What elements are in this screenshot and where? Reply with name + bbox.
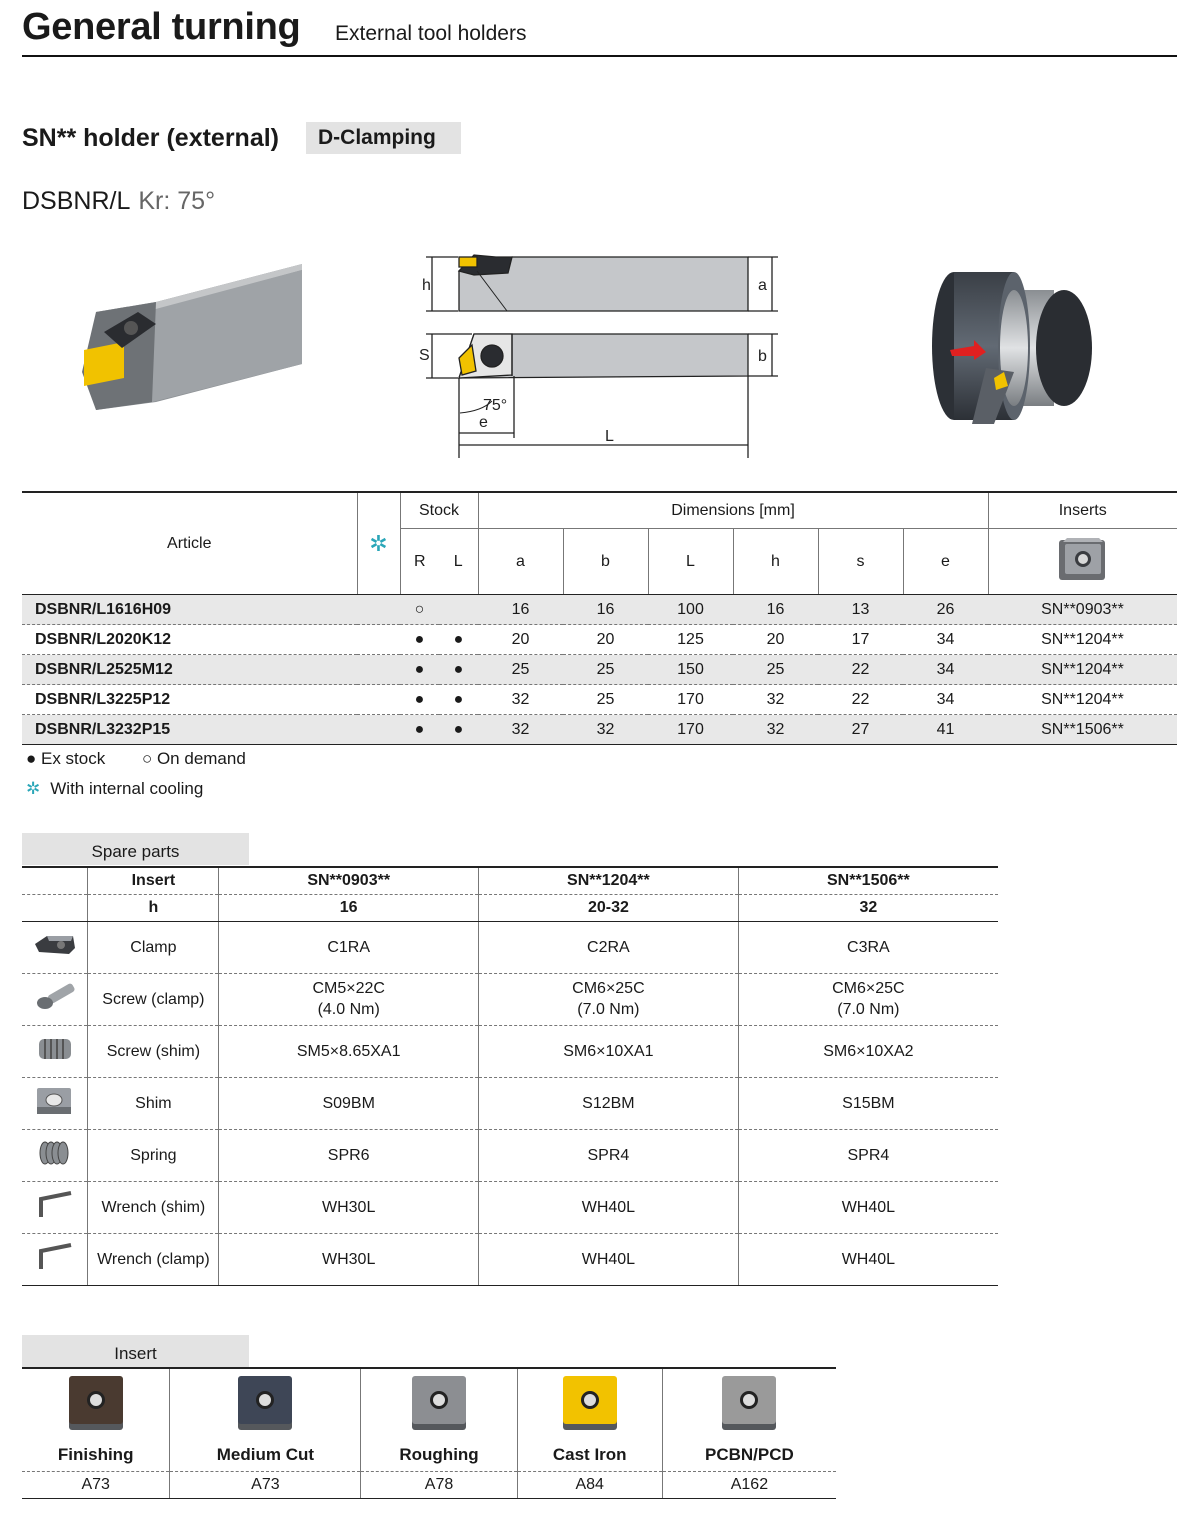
- torque-text: (4.0 Nm): [317, 1001, 380, 1018]
- insert-grade-icon: [718, 1372, 780, 1434]
- table-row: [22, 715, 1177, 745]
- col-L: L: [648, 529, 733, 595]
- spare-h-1: 16: [219, 895, 479, 922]
- spare-insert-3: SN**1506**: [738, 867, 998, 895]
- insert-image: [361, 1368, 517, 1439]
- dim-label-L: L: [605, 428, 614, 445]
- col-a: a: [478, 529, 563, 595]
- cooling-cell: [357, 655, 400, 685]
- table-row: [22, 595, 1177, 625]
- stock-L-cell: ●: [439, 655, 478, 685]
- header-stock: Stock: [400, 492, 478, 529]
- dim-b-cell: 25: [563, 655, 648, 685]
- dim-a-cell: 32: [478, 715, 563, 745]
- part-code-text: SPR4: [847, 1146, 890, 1164]
- part-code-3: [738, 1078, 998, 1130]
- dim-h-cell: 32: [733, 715, 818, 745]
- screw-icon: [22, 974, 88, 1026]
- insert-icon: [1057, 534, 1109, 584]
- workpiece-image: [924, 268, 1096, 424]
- table-row: [22, 625, 1177, 655]
- table-row: [22, 1130, 998, 1182]
- article-cell: DSBNR/L1616H09: [22, 595, 357, 625]
- part-code-1: [219, 1078, 479, 1130]
- legend-on-demand: ○ On demand: [141, 749, 246, 768]
- insert-grade-code: A73: [22, 1472, 170, 1499]
- dim-e-cell: 41: [903, 715, 988, 745]
- spare-h-label: h: [88, 895, 219, 922]
- table-row: [22, 1182, 998, 1234]
- stock-L-cell: ●: [439, 685, 478, 715]
- header-dimensions: Dimensions [mm]: [478, 492, 988, 529]
- part-code-text: WH40L: [841, 1198, 896, 1216]
- part-code-text: S09BM: [322, 1094, 375, 1112]
- spare-corner-2: [22, 895, 88, 922]
- col-h: h: [733, 529, 818, 595]
- stock-R-cell: ●: [400, 625, 439, 655]
- insert-header-icon: [988, 529, 1177, 595]
- legend-cooling-text: With internal cooling: [50, 779, 204, 798]
- dim-L-cell: 170: [648, 715, 733, 745]
- dim-label-angle: 75°: [483, 397, 508, 414]
- clamping-badge: D-Clamping: [306, 122, 461, 154]
- dim-b-cell: 16: [563, 595, 648, 625]
- part-code-2: [479, 1078, 739, 1130]
- wrench-icon: [22, 1182, 88, 1234]
- dim-s-cell: 27: [818, 715, 903, 745]
- part-code-text: WH40L: [581, 1250, 636, 1268]
- kr-angle: Kr: 75°: [138, 187, 216, 215]
- part-code-2: [479, 1234, 739, 1286]
- insert-grades-table: [22, 1367, 836, 1499]
- part-name: Screw (clamp): [88, 974, 219, 1026]
- table-row: [22, 974, 998, 1026]
- dim-L-cell: 100: [648, 595, 733, 625]
- stock-L-cell: ●: [439, 625, 478, 655]
- stock-L-cell: ●: [439, 715, 478, 745]
- spare-h-2: 20-32: [479, 895, 739, 922]
- dim-b-cell: 32: [563, 715, 648, 745]
- spring-icon: [22, 1130, 88, 1182]
- part-code-text: SPR4: [587, 1146, 630, 1164]
- part-code-1: [219, 1026, 479, 1078]
- table-row: [22, 1078, 998, 1130]
- spare-insert-2: SN**1204**: [479, 867, 739, 895]
- insert-grade-icon: [65, 1372, 127, 1434]
- dim-s-cell: 22: [818, 655, 903, 685]
- stock-R-cell: ●: [400, 655, 439, 685]
- header-divider: [22, 55, 1177, 57]
- part-code-1: [219, 1182, 479, 1234]
- stock-L-cell: [439, 595, 478, 625]
- part-code-1: [219, 974, 479, 1026]
- dim-a-cell: 32: [478, 685, 563, 715]
- insert-image: [170, 1368, 361, 1439]
- part-code-1: [219, 1234, 479, 1286]
- insert-grade-icon: [234, 1372, 296, 1434]
- dim-a-cell: 25: [478, 655, 563, 685]
- part-code-text: SM6×10XA2: [823, 1042, 914, 1060]
- dim-e-cell: 34: [903, 685, 988, 715]
- table-row: [22, 655, 1177, 685]
- insert-tab: Insert: [22, 1335, 249, 1367]
- header-inserts: Inserts: [988, 492, 1177, 529]
- stock-R-cell: ●: [400, 715, 439, 745]
- part-name: Wrench (clamp): [88, 1234, 219, 1286]
- insert-grade-name: Cast Iron: [517, 1439, 662, 1472]
- spare-h-3: 32: [738, 895, 998, 922]
- shim-icon: [22, 1078, 88, 1130]
- legend-ex-stock: ● Ex stock: [26, 749, 106, 768]
- insert-grade-icon: [559, 1372, 621, 1434]
- article-cell: DSBNR/L2525M12: [22, 655, 357, 685]
- part-code-1: [219, 1130, 479, 1182]
- dim-s-cell: 22: [818, 685, 903, 715]
- dim-b-cell: 25: [563, 685, 648, 715]
- article-cell: DSBNR/L3225P12: [22, 685, 357, 715]
- dim-h-cell: 25: [733, 655, 818, 685]
- torque-text: (7.0 Nm): [837, 1001, 900, 1018]
- col-s: s: [818, 529, 903, 595]
- insert-grade-code: A84: [517, 1472, 662, 1499]
- dim-e-cell: 34: [903, 625, 988, 655]
- dim-b-cell: 20: [563, 625, 648, 655]
- part-code-3: [738, 974, 998, 1026]
- col-b: b: [563, 529, 648, 595]
- part-code-text: CM5×22C: [312, 980, 385, 997]
- part-code-text: S12BM: [582, 1094, 635, 1112]
- part-name: Shim: [88, 1078, 219, 1130]
- part-code-3: [738, 1026, 998, 1078]
- cooling-cell: [357, 625, 400, 655]
- dim-s-cell: 17: [818, 625, 903, 655]
- part-code-text: C3RA: [847, 938, 890, 956]
- dim-label-e: e: [479, 414, 488, 431]
- dim-label-h: h: [422, 277, 431, 294]
- shim-screw-icon: [22, 1026, 88, 1078]
- legend-stock: [26, 749, 246, 769]
- spare-corner: [22, 867, 88, 895]
- dim-h-cell: 20: [733, 625, 818, 655]
- dim-h-cell: 16: [733, 595, 818, 625]
- page-title: General turning: [22, 6, 301, 48]
- dim-a-cell: 16: [478, 595, 563, 625]
- article-cell: DSBNR/L2020K12: [22, 625, 357, 655]
- table-row: [22, 1026, 998, 1078]
- part-name: Spring: [88, 1130, 219, 1182]
- part-code-2: [479, 1182, 739, 1234]
- part-code-text: CM6×25C: [832, 980, 905, 997]
- insert-grade-code: A78: [361, 1472, 517, 1499]
- part-code-text: SM5×8.65XA1: [296, 1042, 401, 1060]
- article-table: [22, 491, 1177, 745]
- dim-label-b: b: [758, 348, 767, 365]
- dim-L-cell: 125: [648, 625, 733, 655]
- part-code-text: SPR6: [327, 1146, 370, 1164]
- insert-grade-icon: [408, 1372, 470, 1434]
- insert-image: [22, 1368, 170, 1439]
- part-code-text: C1RA: [327, 938, 371, 956]
- dim-a-cell: 20: [478, 625, 563, 655]
- cooling-icon: ✲: [26, 779, 41, 798]
- part-code-text: SM6×10XA1: [563, 1042, 654, 1060]
- header-article: Article: [22, 492, 357, 595]
- dim-s-cell: 13: [818, 595, 903, 625]
- part-code-text: WH30L: [322, 1250, 376, 1268]
- tool-holder-image: [76, 262, 304, 414]
- cooling-icon: ✲: [369, 530, 388, 556]
- dim-e-cell: 34: [903, 655, 988, 685]
- clamp-icon: [22, 922, 88, 974]
- cooling-cell: [357, 595, 400, 625]
- torque-text: (7.0 Nm): [577, 1001, 640, 1018]
- spare-parts-table: [22, 866, 998, 1286]
- insert-cell: SN**1204**: [988, 685, 1177, 715]
- insert-cell: SN**1506**: [988, 715, 1177, 745]
- part-code-text: C2RA: [587, 938, 630, 956]
- insert-grade-code: A73: [170, 1472, 361, 1499]
- model-name: DSBNR/L: [22, 187, 131, 215]
- dim-label-s: S: [419, 347, 430, 364]
- part-code-3: [738, 1182, 998, 1234]
- insert-grade-name: Roughing: [361, 1439, 517, 1472]
- insert-image: [662, 1368, 836, 1439]
- part-code-2: [479, 1130, 739, 1182]
- part-code-3: [738, 1130, 998, 1182]
- stock-R-cell: ○: [400, 595, 439, 625]
- col-L-stock: L: [439, 529, 478, 595]
- part-code-text: WH40L: [581, 1198, 636, 1216]
- wrench-icon: [22, 1234, 88, 1286]
- cooling-cell: [357, 715, 400, 745]
- stock-R-cell: ●: [400, 685, 439, 715]
- part-name: Clamp: [88, 922, 219, 974]
- insert-grade-name: Finishing: [22, 1439, 170, 1472]
- section-title: SN** holder (external): [22, 124, 280, 152]
- dim-L-cell: 150: [648, 655, 733, 685]
- dim-h-cell: 32: [733, 685, 818, 715]
- part-name: Wrench (shim): [88, 1182, 219, 1234]
- part-code-3: [738, 1234, 998, 1286]
- insert-grade-name: PCBN/PCD: [662, 1439, 836, 1472]
- spare-parts-tab: Spare parts: [22, 833, 249, 865]
- part-code-text: WH40L: [841, 1250, 896, 1268]
- part-name: Screw (shim): [88, 1026, 219, 1078]
- dim-e-cell: 26: [903, 595, 988, 625]
- part-code-1: [219, 922, 479, 974]
- insert-cell: SN**1204**: [988, 655, 1177, 685]
- cooling-header: [357, 492, 400, 595]
- part-code-text: WH30L: [322, 1198, 376, 1216]
- spare-insert-label: Insert: [88, 867, 219, 895]
- part-code-3: [738, 922, 998, 974]
- insert-grade-name: Medium Cut: [170, 1439, 361, 1472]
- dim-L-cell: 170: [648, 685, 733, 715]
- col-R: R: [400, 529, 439, 595]
- table-row: [22, 685, 1177, 715]
- part-code-2: [479, 922, 739, 974]
- part-code-text: CM6×25C: [572, 980, 645, 997]
- insert-image: [517, 1368, 662, 1439]
- dim-label-a: a: [758, 277, 767, 294]
- article-cell: DSBNR/L3232P15: [22, 715, 357, 745]
- cooling-cell: [357, 685, 400, 715]
- part-code-2: [479, 974, 739, 1026]
- insert-grade-code: A162: [662, 1472, 836, 1499]
- insert-cell: SN**1204**: [988, 625, 1177, 655]
- col-e: e: [903, 529, 988, 595]
- dimension-drawing: [412, 233, 784, 458]
- model-heading: [22, 187, 215, 216]
- table-row: [22, 922, 998, 974]
- part-code-2: [479, 1026, 739, 1078]
- table-row: [22, 1234, 998, 1286]
- page-subtitle: External tool holders: [335, 22, 527, 45]
- part-code-text: S15BM: [842, 1094, 895, 1112]
- insert-cell: SN**0903**: [988, 595, 1177, 625]
- legend-cooling: [26, 779, 203, 799]
- spare-insert-1: SN**0903**: [219, 867, 479, 895]
